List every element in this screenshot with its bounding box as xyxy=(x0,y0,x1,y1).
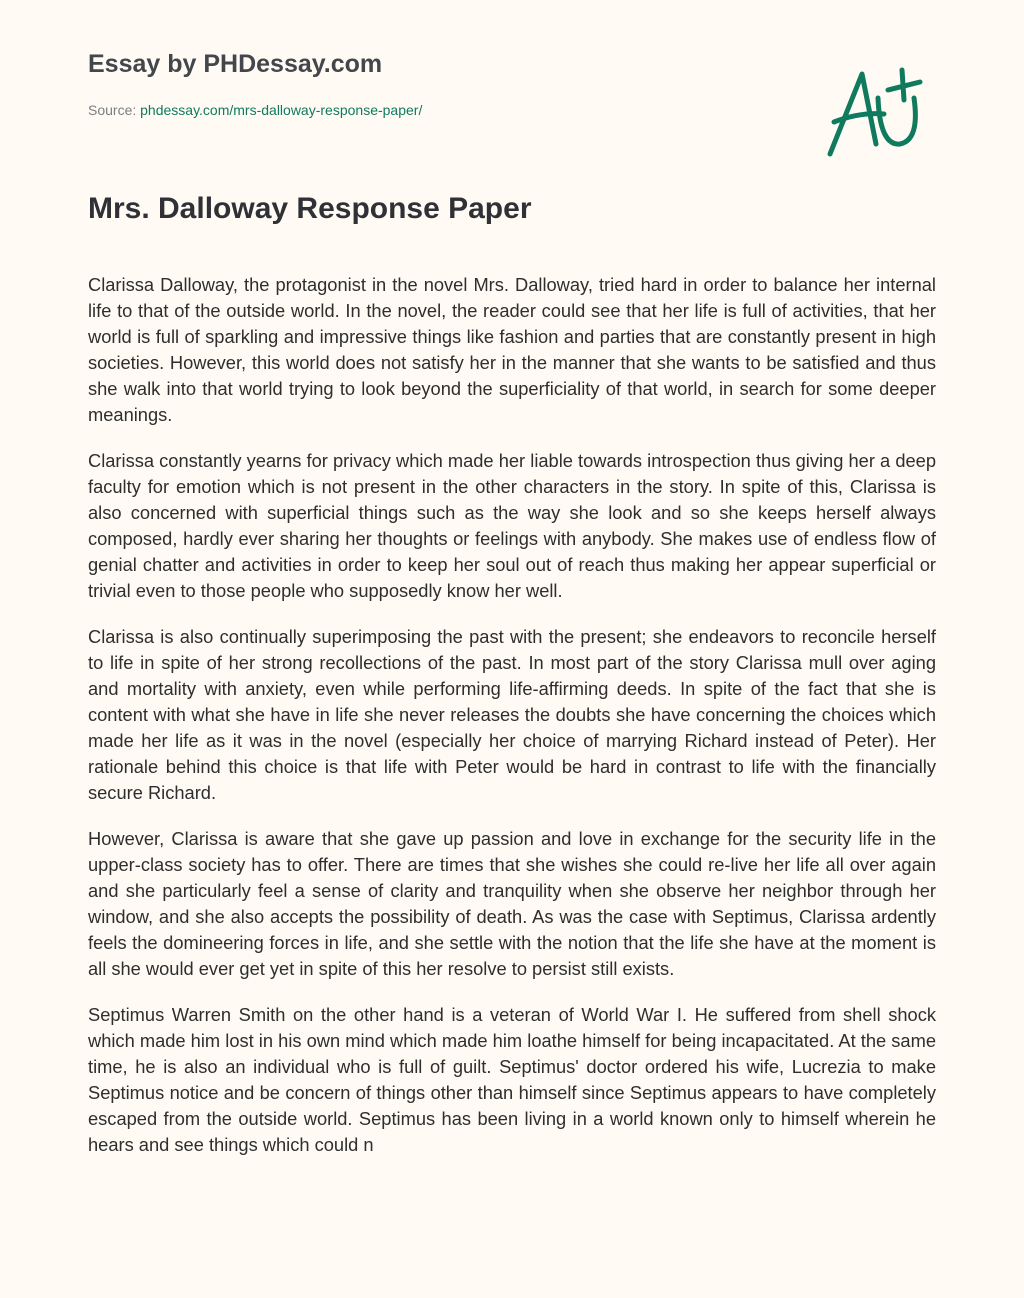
paragraph: Clarissa constantly yearns for privacy which made her liable towards introspection thus giving her a deep faculty for emotion which is not present in the other characters in the story. In spite of this, Clarissa is also concerned with superficial things such as the way she look and so she keeps herself always composed, hardly ever sharing her thoughts or feelings with anybody. She makes use of endless flow of genial chatter and activities in order to keep her soul out of reach thus making her appear superficial or trivial even to those people who supposedly know her well. xyxy=(88,450,936,601)
source-link[interactable]: phdessay.com/mrs-dalloway-response-paper/ xyxy=(140,102,423,118)
source-line xyxy=(88,102,422,118)
essay-body xyxy=(88,272,936,1248)
paragraph: Clarissa is also continually superimposing the past with the present; she endeavors to reconcile herself to life in spite of her strong recollections of the past. In most part of the story Clarissa mull over aging and mortality with anxiety, even while performing life-affirming deeds. In spite of the fact that she is content with what she have in life she never releases the doubts she have concerning the choices which made her life as it was in the novel (especially her choice of marrying Richard instead of Peter). Her rationale behind this choice is that life with Peter would be hard in contrast to life with the financially secure Richard. xyxy=(88,626,936,803)
paragraph: Clarissa Dalloway, the protagonist in the novel Mrs. Dalloway, tried hard in order to balance her internal life to that of the outside world. In the novel, the reader could see that her life is full of activities, that her world is full of sparkling and impressive things like fashion and parties that are constantly present in high societies. However, this world does not satisfy her in the manner that she wants to be satisfied and thus she walk into that world trying to look beyond the superficiality of that world, in search for some deeper meanings. xyxy=(88,274,936,425)
a-plus-logo-icon xyxy=(820,62,930,162)
page-title: Mrs. Dalloway Response Paper xyxy=(88,192,532,225)
source-label: Source: xyxy=(88,102,137,118)
paragraph: Septimus Warren Smith on the other hand is a veteran of World War I. He suffered from shell shock which made him lost in his own mind which made him loathe himself for being incapacitated. At the same time, he is also an individual who is full of guilt. Septimus' doctor ordered his wife, Lucrezia to make Septimus notice and be concern of things other than himself since Septimus appears to have completely escaped from the outside world. Septimus has been living in a world known only to himself wherein he hears and see things which could n xyxy=(88,1004,936,1155)
paragraph: However, Clarissa is aware that she gave up passion and love in exchange for the security life in the upper-class society has to offer. There are times that she wishes she could re-live her life all over again and she particularly feel a sense of clarity and tranquility when she observe her neighbor through her window, and she also accepts the possibility of death. As was the case with Septimus, Clarissa ardently feels the domineering forces in life, and she settle with the notion that the life she have at the moment is all she would ever get yet in spite of this her resolve to persist still exists. xyxy=(88,828,936,979)
site-brand: Essay by PHDessay.com xyxy=(88,50,383,78)
